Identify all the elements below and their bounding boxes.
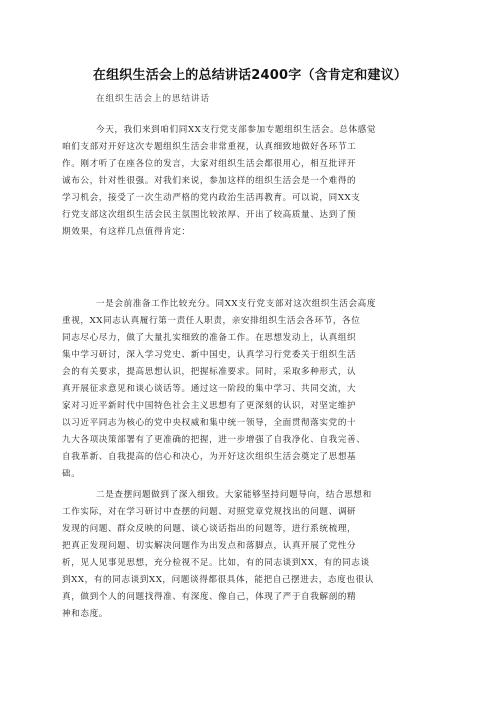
paragraph-line: 自我革新、自我提高的信心和决心，为开好这次组织生活会奠定了思想基	[62, 452, 357, 462]
paragraph-line: 析，见人见事见思想，充分检视不足。比如，有的同志谈到XX，有的同志谈	[62, 558, 370, 568]
paragraph-line: 同志尽心尽力，做了大量扎实细致的准备工作。在思想发动上，认真组织	[62, 333, 357, 343]
paragraph-line: 期效果，有这样几点值得肯定：	[62, 227, 191, 237]
document-subtitle: 在组织生活会上的思结讲话	[96, 94, 211, 104]
paragraph-intro	[62, 122, 440, 241]
paragraph-line: 家对习近平新时代中国特色社会主义思想有了更深刻的认识，对坚定维护	[62, 401, 357, 411]
paragraph-line: 会的有关要求，提高思想认识，把握标准要求。同时，采取多种形式，认	[62, 367, 357, 377]
paragraph-line: 作。刚才听了在座各位的发言，大家对组织生活会都很用心，相互批评开	[62, 159, 357, 169]
paragraph-point-one	[62, 296, 440, 483]
paragraph-line: 咱们支部对开好这次专题组织生活会非常重视，认真细致地做好各环节工	[62, 142, 357, 152]
paragraph-line: 行党支部这次组织生活会民主氛围比较浓厚、开出了较高质量、达到了预	[62, 210, 357, 220]
paragraph-line: 把真正发现问题、切实解决问题作为出发点和落脚点，认真开展了党性分	[62, 541, 357, 551]
paragraph-line: 诚布公，针对性很强。对我们来说，参加这样的组织生活会是一个难得的	[62, 176, 357, 186]
paragraph-line: 重视，XX同志认真履行第一责任人职责，亲安排组织生活会各环节，各位	[62, 316, 361, 326]
paragraph-line: 工作实际，对在学习研讨中查摆的问题、对照党章党规找出的问题、调研	[62, 507, 357, 517]
paragraph-line: 学习机会，接受了一次生动严格的党内政治生活再教育。可以说，同XX支	[62, 193, 361, 203]
paragraph-line: 础。	[62, 469, 81, 479]
paragraph-point-two	[62, 487, 440, 623]
paragraph-line: 二是查摆问题做到了深入细致。大家能够坚持问题导向，结合思想和	[96, 490, 372, 500]
paragraph-line: 一是会前准备工作比较充分。同XX支行党支部对这次组织生活会高度	[96, 299, 377, 309]
paragraph-line: 真开展征求意见和谈心谈话等。通过这一阶段的集中学习、共同交流，大	[62, 384, 357, 394]
document-title: 在组织生活会上的总结讲话2400字（含肯定和建议）	[92, 68, 408, 83]
paragraph-line: 发现的问题、群众反映的问题、谈心谈话指出的问题等，进行系统梳理，	[62, 524, 357, 534]
paragraph-line: 九大各项决策部署有了更准确的把握，进一步增强了自我净化、自我完善、	[62, 435, 366, 445]
paragraph-line: 集中学习研讨，深入学习党史、新中国史，认真学习行党委关于组织生活	[62, 350, 357, 360]
paragraph-line: 到XX，有的同志谈到XX，问题谈得都很具体，能把自己摆进去，态度也很认	[62, 575, 374, 585]
paragraph-line: 神和态度。	[62, 609, 108, 619]
paragraph-line: 今天，我们来到咱们同XX支行党支部参加专题组织生活会。总体感觉	[96, 125, 377, 135]
paragraph-line: 真，做到个人的问题找得准、有深度、像自己，体现了严于自我解剖的精	[62, 592, 357, 602]
paragraph-line: 以习近平同志为核心的党中央权威和集中统一领导，全面贯彻落实党的十	[62, 418, 357, 428]
